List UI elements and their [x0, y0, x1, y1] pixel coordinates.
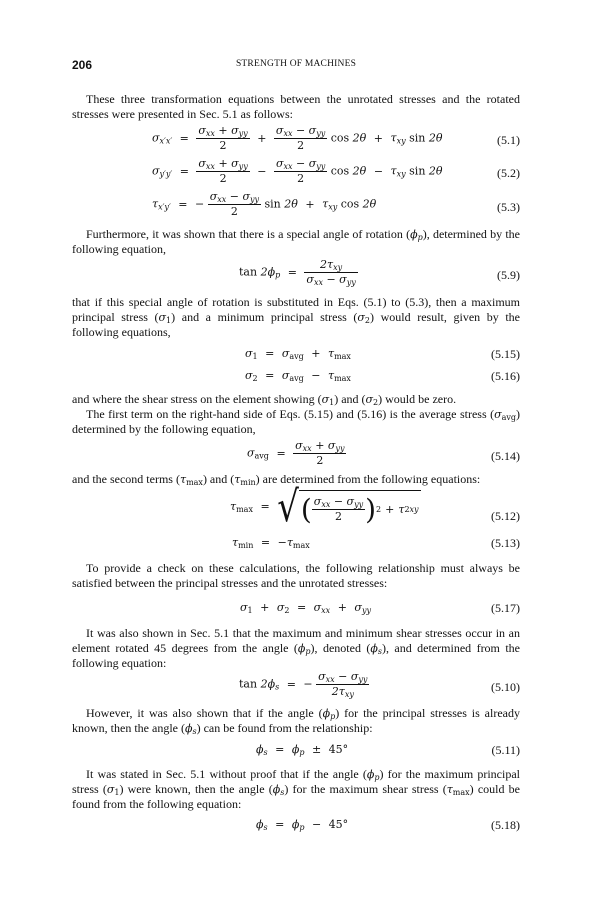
equation-5-11: $\phi_s = \phi_p \pm 45^\circ$	[256, 743, 349, 757]
eq-number-5-10: (5.10)	[491, 680, 520, 694]
eq-number-5-12: (5.12)	[491, 509, 520, 523]
eq-number-5-14: (5.14)	[491, 449, 520, 463]
paragraph-max-shear-angle: It was also shown in Sec. 5.1 that the maximum and minimum shear stresses occur in an element rotated 45 degrees from the angle $(\phi_p)$, denoted $(\phi_s)$, and determined from the following equation:	[72, 626, 520, 670]
eq-number-5-9: (5.9)	[497, 268, 520, 282]
eq-number-5-3: (5.3)	[497, 200, 520, 214]
equation-5-16: $\sigma_2 = \sigma_{avg} - \tau_{max}$	[245, 369, 351, 383]
paragraph-zero-shear: and where the shear stress on the element showing $(\sigma_1)$ and $(\sigma_2)$ would be zero.	[72, 392, 457, 407]
eq-number-5-18: (5.18)	[491, 818, 520, 832]
equation-5-18: $\phi_s = \phi_p - 45^\circ$	[256, 818, 349, 832]
equation-5-14: $\sigma_{avg}$ = $\frac{\sigma_{xx} + \sigma_{yy}}{2}$	[247, 439, 345, 467]
running-head: STRENGTH OF MACHINES	[235, 59, 357, 69]
eq-number-5-16: (5.16)	[491, 369, 520, 383]
eq-number-5-2: (5.2)	[497, 166, 520, 180]
paragraph-second-terms: and the second terms $(\tau_{max})$ and $(\tau_{min})$ are determined from the following equations:	[72, 472, 481, 487]
eq-number-5-11: (5.11)	[491, 743, 520, 757]
paragraph-known-angle: However, it was also shown that if the angle $(\phi_p)$ for the principal stresses is already known, then the angle $(\phi_s)$ can be found from the relationship:	[72, 706, 520, 736]
eq-number-5-1: (5.1)	[497, 133, 520, 147]
paragraph-average: The first term on the right-hand side of Eqs. (5.15) and (5.16) is the average stress $(\sigma_{avg})$ determined by the following equation,	[72, 407, 520, 436]
equation-5-9: $\tan 2\phi_p$ = $\frac{2\tau_{xy}}{\sigma_{xx} - \sigma_{yy}}$	[239, 258, 356, 287]
paragraph-without-proof: It was stated in Sec. 5.1 without proof that if the angle $(\phi_p)$ for the maximum principal stress $(\sigma_1)$ were known, then the angle $(\phi_s)$ for the maximum shear stress $(\tau_{max})$ could be found from the following equation:	[72, 767, 520, 811]
paragraph-principal: that if this special angle of rotation is substituted in Eqs. (5.1) to (5.3), then a maximum principal stress $(\sigma_1)$ and a minimum principal stress $(\sigma_2)$ would result, given by the following equations,	[72, 295, 521, 339]
equation-5-2: $\sigma_{y'y'}$ = $\frac{\sigma_{xx} + \sigma_{yy}}{2}$ − $\frac{\sigma_{xx} - \sigma_{yy}}{2}$ $\cos 2\theta - \tau_{xy}$ sin 2θ	[152, 157, 443, 185]
paragraph-special-angle: Furthermore, it was shown that there is a special angle of rotation $(\phi_p)$, determined by the following equation,	[72, 227, 520, 256]
page-header	[72, 58, 520, 74]
page-number: 206	[72, 58, 93, 72]
eq-number-5-13: (5.13)	[491, 536, 520, 550]
paragraph-check: To provide a check on these calculations, the following relationship must always be satisfied between the principal stresses and the unrotated stresses:	[72, 561, 520, 590]
equation-5-15: $\sigma_1 = \sigma_{avg} + \tau_{max}$	[245, 347, 351, 361]
paragraph-intro: These three transformation equations between the unrotated stresses and the rotated stresses were presented in Sec. 5.1 as follows:	[72, 92, 520, 121]
eq-number-5-17: (5.17)	[491, 601, 520, 615]
equation-5-10: $\tan 2\phi_s$ = − $\frac{\sigma_{xx} - \sigma_{yy}}{2\tau_{xy}}$	[239, 670, 368, 699]
eq-number-5-15: (5.15)	[491, 347, 520, 361]
equation-5-17: $\sigma_1 + \sigma_2 = \sigma_{xx} + \sigma_{yy}$	[240, 601, 371, 615]
equation-5-3: $\tau_{x'y'}$ = − $\frac{\sigma_{xx} - \sigma_{yy}}{2}$ $\sin 2\theta + \tau_{xy}$ cos 2θ	[152, 190, 377, 218]
equation-5-13: $\tau_{min} = -\tau_{max}$	[232, 536, 310, 550]
equation-5-1: $\sigma_{x'x'}$ = $\frac{\sigma_{xx} + \sigma_{yy}}{2}$ + $\frac{\sigma_{xx} - \sigma_{yy}}{2}$ $\cos 2\theta + \tau_{xy}$ sin 2θ	[152, 124, 443, 152]
equation-5-12: $\tau_{max}$ = √ ( $\frac{\sigma_{xx} - \sigma_{yy}}{2}$ ) 2 + τ 2 xy	[230, 482, 419, 532]
